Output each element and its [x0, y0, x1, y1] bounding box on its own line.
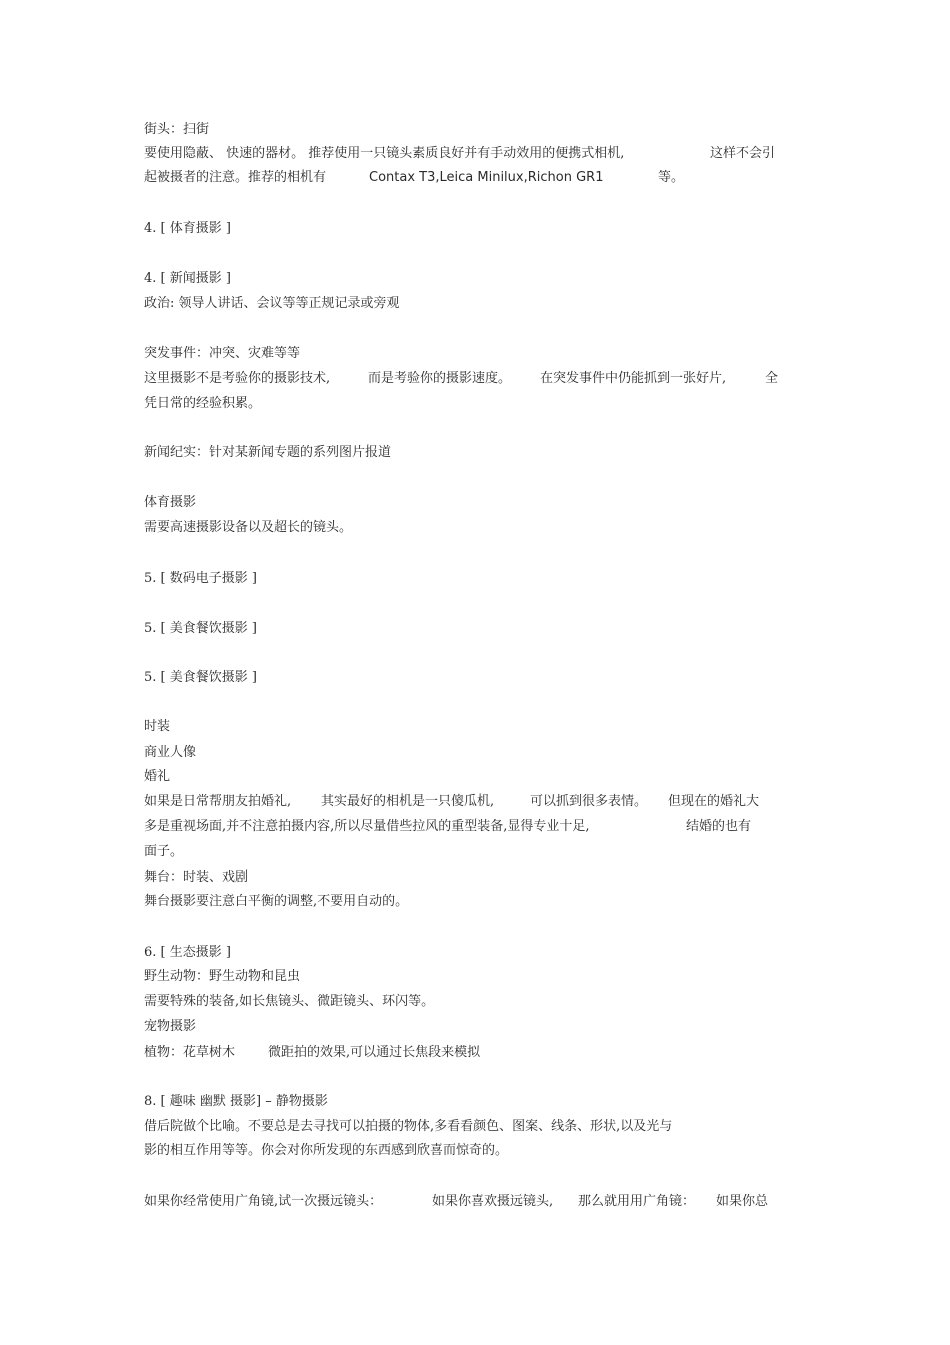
text-segment: 要使用隐蔽、 快速的器材。 推荐使用一只镜头素质良好并有手动效用的便携式相机,	[144, 146, 625, 161]
text-segment: 借后院做个比喻。不要总是去寻找可以拍摄的物体,多看看颜色、图案、线条、形状,以及光与	[144, 1119, 673, 1134]
text-line	[144, 718, 170, 736]
text-segment: 多是重视场面,并不注意拍摄内容,所以尽量借些拉风的重型装备,显得专业十足,	[144, 819, 590, 834]
section-heading	[144, 220, 231, 238]
heading-ecology-photography: 6. [ 生态摄影 ]	[144, 945, 231, 960]
text-segment: 其实最好的相机是一只傻瓜机,	[321, 794, 495, 809]
section-heading	[144, 669, 257, 687]
text-segment: 这样不会引	[710, 146, 776, 161]
text-line	[144, 1193, 784, 1211]
text-segment: 微距拍的效果,可以通过长焦段来模拟	[268, 1045, 481, 1060]
heading-sports-photography: 4. [ 体育摄影 ]	[144, 221, 231, 236]
text-segment: 结婚的也有	[686, 819, 752, 834]
text-line	[144, 893, 408, 911]
text-line	[144, 843, 183, 861]
text-line	[144, 444, 391, 462]
text-segment: 舞台摄影要注意白平衡的调整,不要用自动的。	[144, 894, 409, 909]
heading-food-photography: 5. [ 美食餐饮摄影 ]	[144, 670, 257, 685]
text-segment: 等。	[658, 170, 685, 185]
heading-food-photography: 5. [ 美食餐饮摄影 ]	[144, 621, 257, 636]
section-heading	[144, 944, 231, 962]
text-segment: 如果你喜欢摄远镜头,	[432, 1194, 554, 1209]
heading-digital-photography: 5. [ 数码电子摄影 ]	[144, 571, 257, 586]
text-line	[144, 121, 209, 139]
text-segment: 体育摄影	[144, 495, 197, 510]
text-segment: 植物：花草树木	[144, 1045, 236, 1060]
section-heading	[144, 1093, 328, 1111]
section-heading	[144, 570, 257, 588]
text-line	[144, 968, 300, 986]
text-line	[144, 993, 434, 1011]
text-segment: 全	[765, 371, 779, 386]
text-line	[144, 1044, 784, 1062]
camera-models-text: Contax T3,Leica Minilux,Richon GR1	[369, 170, 604, 185]
text-line	[144, 519, 352, 537]
text-segment: 而是考验你的摄影速度。	[368, 371, 512, 386]
text-segment: 这里摄影不是考验你的摄影技术,	[144, 371, 331, 386]
text-segment: 政治: 领导人讲话、会议等等正规记录或旁观	[144, 296, 400, 311]
section-heading	[144, 620, 257, 638]
text-line	[144, 295, 400, 313]
text-segment: 婚礼	[144, 769, 171, 784]
text-segment: 突发事件：冲突、灾难等等	[144, 346, 301, 361]
text-line	[144, 1142, 508, 1160]
text-street-heading: 街头：扫街	[144, 122, 210, 137]
text-segment: 那么就用用广角镜：	[578, 1194, 696, 1209]
text-segment: 影的相互作用等等。你会对你所发现的东西感到欣喜而惊奇的。	[144, 1143, 509, 1158]
text-segment: 时装	[144, 719, 171, 734]
text-segment: 如果你经常使用广角镜,试一次摄远镜头：	[144, 1194, 383, 1209]
heading-news-photography: 4. [ 新闻摄影 ]	[144, 271, 231, 286]
text-segment: 面子。	[144, 844, 184, 859]
text-segment: 野生动物：野生动物和昆虫	[144, 969, 301, 984]
text-line	[144, 145, 784, 163]
text-segment: 如果你总	[716, 1194, 769, 1209]
text-line	[144, 793, 784, 811]
text-segment: 舞台：时装、戏剧	[144, 870, 249, 885]
text-line	[144, 494, 196, 512]
text-segment: 商业人像	[144, 745, 197, 760]
section-heading	[144, 270, 231, 288]
text-segment: 需要特殊的装备,如长焦镜头、微距镜头、环闪等。	[144, 994, 435, 1009]
text-line	[144, 1018, 196, 1036]
text-line	[144, 370, 784, 388]
text-segment: 如果是日常帮朋友拍婚礼,	[144, 794, 292, 809]
text-line	[144, 744, 196, 762]
text-line	[144, 818, 784, 836]
text-segment: 在突发事件中仍能抓到一张好片,	[540, 371, 727, 386]
heading-fun-photography: 8. [ 趣味 幽默 摄影] – 静物摄影	[144, 1094, 328, 1109]
text-line	[144, 1118, 672, 1136]
text-segment: 起被摄者的注意。推荐的相机有	[144, 170, 327, 185]
text-segment: 可以抓到很多表情。	[530, 794, 648, 809]
text-segment: 需要高速摄影设备以及超长的镜头。	[144, 520, 353, 535]
text-line	[144, 768, 170, 786]
text-line	[144, 169, 784, 187]
text-segment: 凭日常的经验积累。	[144, 396, 262, 411]
text-segment: 新闻纪实：针对某新闻专题的系列图片报道	[144, 445, 392, 460]
text-line	[144, 395, 261, 413]
text-line	[144, 345, 300, 363]
text-segment: 宠物摄影	[144, 1019, 197, 1034]
text-segment: 但现在的婚礼大	[668, 794, 760, 809]
text-line	[144, 869, 248, 887]
